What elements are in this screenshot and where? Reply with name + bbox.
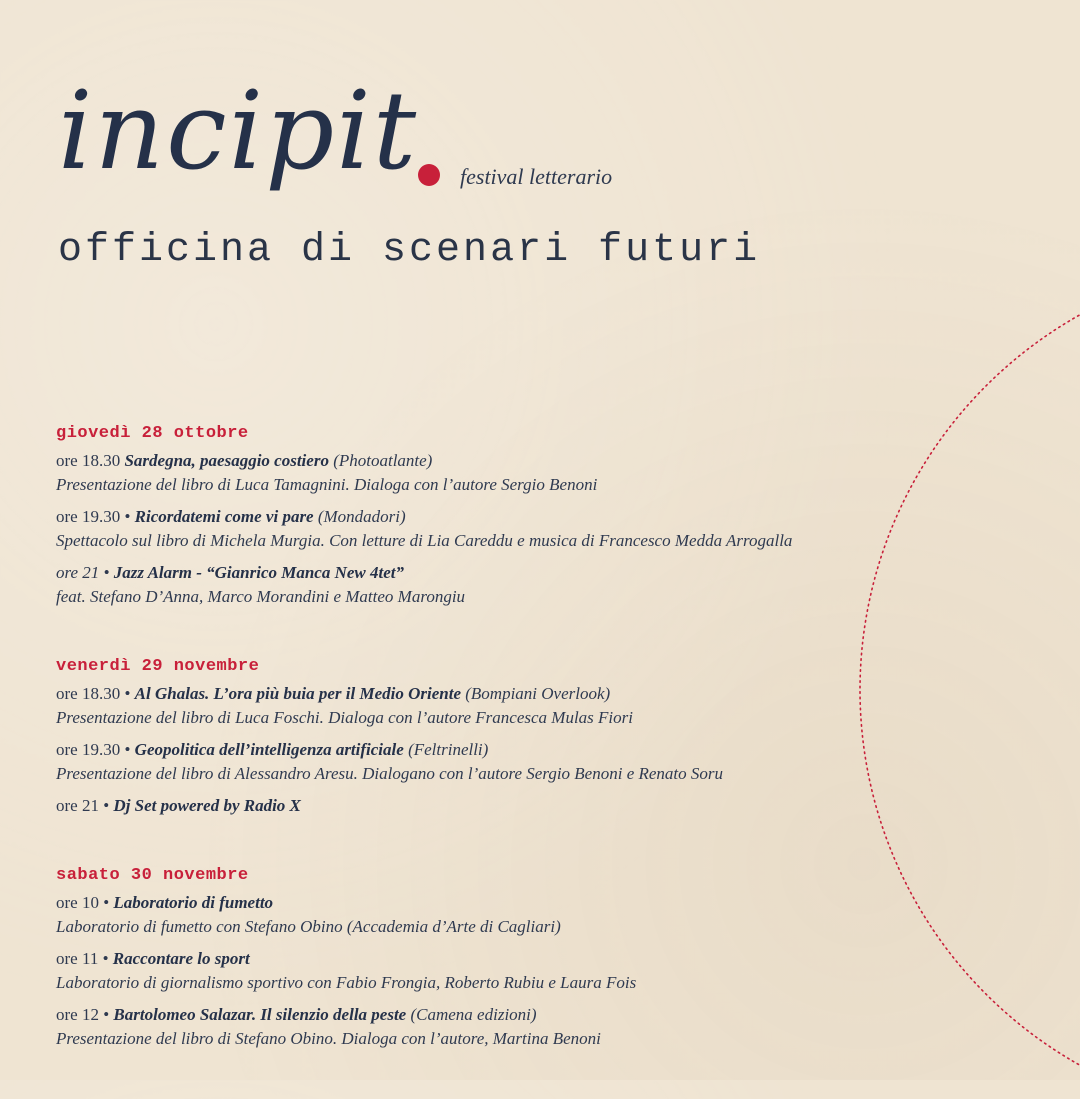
event-time: ore 19.30 • [56,740,131,759]
event-description: feat. Stefano D’Anna, Marco Morandini e Matteo Marongiu [56,587,466,606]
event-title: Al Ghalas. L’ora più buia per il Medio Oriente [134,684,462,703]
event-time: ore 21 • [56,796,110,815]
event-title: Raccontare lo sport [112,949,250,968]
event-publisher: (Feltrinelli) [408,740,489,759]
event-time: ore 12 • [56,1005,110,1024]
event-item [56,738,956,786]
event-item [56,891,956,939]
event-time: ore 21 • [56,563,110,582]
event-header-line [56,561,956,585]
event-item [56,682,956,730]
event-time: ore 18.30 • [56,684,131,703]
event-item [56,794,956,818]
event-header-line [56,505,956,529]
event-description: Presentazione del libro di Luca Tamagnini. Dialoga con l’autore Sergio Benoni [56,475,598,494]
event-time: ore 19.30 • [56,507,131,526]
event-item [56,505,956,553]
event-header-line [56,891,956,915]
page-subtitle: officina di scenari futuri [58,228,761,273]
event-description: Spettacolo sul libro di Michela Murgia. Con letture di Lia Careddu e musica di Francesco Medda Arrogalla [56,531,793,550]
event-publisher: (Mondadori) [317,507,406,526]
event-time: ore 11 • [56,949,109,968]
event-header-line [56,449,956,473]
event-time: ore 18.30 [56,451,121,470]
event-title: Laboratorio di fumetto [113,893,274,912]
program-day [56,424,956,609]
event-header-line [56,947,956,971]
event-item [56,449,956,497]
event-description: Laboratorio di fumetto con Stefano Obino (Accademia d’Arte di Cagliari) [56,917,561,936]
event-title: Ricordatemi come vi pare [134,507,314,526]
event-description: Presentazione del libro di Luca Foschi. Dialoga con l’autore Francesca Mulas Fiori [56,708,633,727]
event-header-line [56,794,956,818]
event-item [56,561,956,609]
event-item [56,947,956,995]
program-day [56,866,956,1051]
red-dot-icon [418,164,440,186]
event-title: Sardegna, paesaggio costiero [124,451,329,470]
event-header-line [56,738,956,762]
event-publisher: (Camena edizioni) [410,1005,537,1024]
event-description: Laboratorio di giornalismo sportivo con Fabio Frongia, Roberto Rubiu e Laura Fois [56,973,637,992]
event-title: Jazz Alarm - “Gianrico Manca New 4tet” [113,563,405,582]
festival-brand [58,69,613,194]
brand-title: incipit [58,69,419,194]
event-title: Dj Set powered by Radio X [113,796,301,815]
event-program [56,424,956,1099]
event-description: Presentazione del libro di Stefano Obino. Dialoga con l’autore, Martina Benoni [56,1029,601,1048]
program-day [56,657,956,818]
event-time: ore 10 • [56,893,110,912]
event-header-line [56,682,956,706]
event-description: Presentazione del libro di Alessandro Aresu. Dialogano con l’autore Sergio Benoni e Renato Soru [56,764,724,783]
event-header-line [56,1003,956,1027]
day-label: giovedì 28 ottobre [56,424,249,443]
event-title: Bartolomeo Salazar. Il silenzio della peste [113,1005,407,1024]
event-title: Geopolitica dell’intelligenza artificiale [134,740,404,759]
event-publisher: (Photoatlante) [333,451,433,470]
brand-tagline: festival letterario [460,164,613,189]
event-publisher: (Bompiani Overlook) [465,684,611,703]
day-label: sabato 30 novembre [56,866,249,885]
day-label: venerdì 29 novembre [56,657,260,676]
event-item [56,1003,956,1051]
